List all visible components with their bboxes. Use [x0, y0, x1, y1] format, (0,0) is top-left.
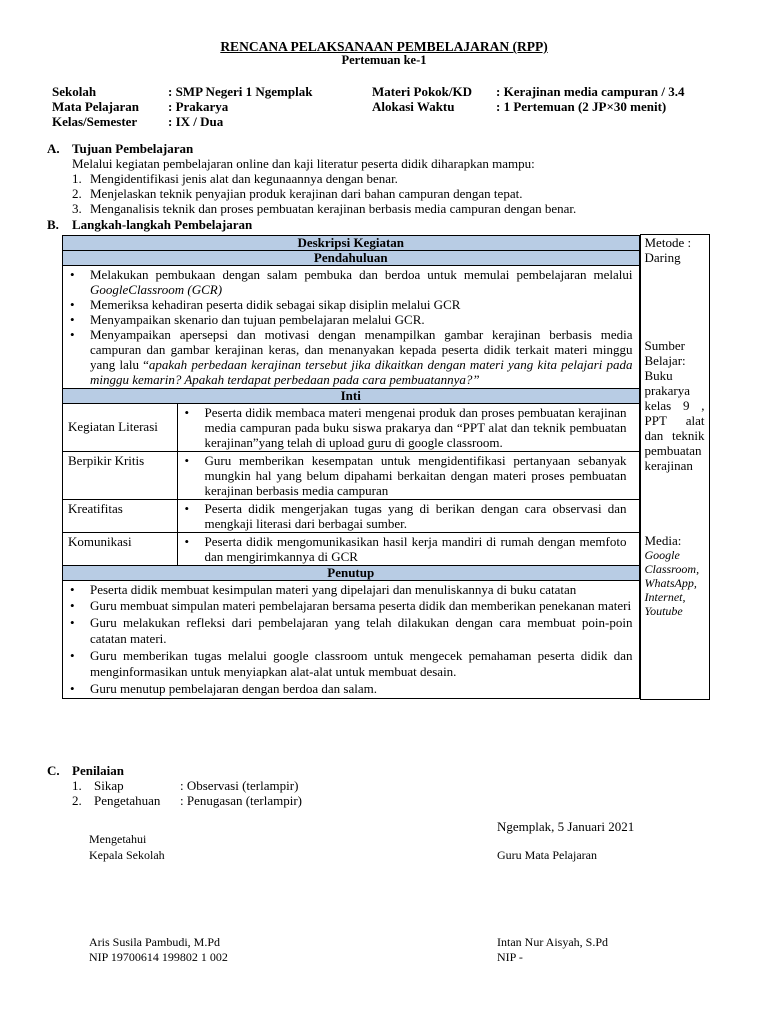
guru-nip: NIP -: [497, 950, 523, 964]
section-a-intro: Melalui kegiatan pembelajaran online dan kaji literatur peserta didik diharapkan mampu:: [72, 156, 535, 171]
kepala-name: Aris Susila Pambudi, M.Pd: [89, 935, 221, 949]
guru-label: Guru Mata Pelajaran: [497, 848, 597, 862]
inti-text: Peserta didik mengomunikasikan hasil kerja mandiri di rumah dengan memfoto dan mengirimkannya di GCR: [204, 533, 627, 564]
table-row: [63, 451, 639, 499]
list-item: • Menyampaikan apersepsi dan motivasi dengan menampilkan gambar kerajinan berbasis media campuran dan gambar kerajinan keras, dan menanyakan kepada peserta didik terkait materi minggu yang lalu “apakah perbedaan kerajinan tersebut jika dikaitkan dengan materi yang kita pelajari pada minggu kemarin? Apakah terdapat perbedaan pada cara pembuatannya?”: [70, 326, 633, 387]
alokasi-label: Alokasi Waktu: [372, 99, 455, 114]
pend-item-3-text: Menyampaikan skenario dan tujuan pembelajaran melalui GCR.: [90, 311, 425, 327]
penutup-text: Peserta didik membuat kesimpulan materi yang dipelajari dan menuliskannya di buku catatan: [90, 581, 577, 597]
inti-label: Komunikasi: [63, 532, 177, 565]
list-number: 2.: [72, 793, 82, 808]
mapel-label: Mata Pelajaran: [52, 99, 140, 114]
pendahuluan-content: [63, 265, 640, 388]
section-c-letter: C.: [47, 763, 60, 778]
kelas-value: : IX / Dua: [168, 114, 224, 129]
inti-label: Berpikir Kritis: [63, 451, 177, 499]
penilaian-item: [72, 778, 298, 793]
langkah-table: [62, 234, 710, 700]
media-items: Google Classroom, WhatsApp, Internet, Youtube: [644, 548, 700, 618]
penutup-text: Guru membuat simpulan materi pembelajaran bersama peserta didik dan memberikan penekanan materi: [90, 598, 632, 613]
alokasi-value: : 1 Pertemuan (2 JP×30 menit): [496, 99, 667, 114]
pend-item-1-italic: GoogleClassroom (GCR): [90, 281, 223, 297]
metode-text: Metode : Daring: [644, 235, 692, 265]
penilaian-label: Sikap: [94, 778, 124, 793]
inti-text: Peserta didik membaca materi mengenai produk dan proses pembuatan kerajinan media campuran pada buku siswa prakarya dan “PPT alat dan teknik pembuatan kerajinan”yang telah di upload guru di google classroom.: [204, 404, 627, 450]
media-label: Media:: [644, 533, 682, 548]
penutup-text: Guru melakukan refleksi dari pembelajaran yang telah dilakukan dengan cara membuat poin-poin catatan materi.: [90, 614, 633, 646]
penutup-text: Guru memberikan tugas melalui google classroom untuk mengecek pemahaman peserta didik dan menginformasikan untuk menyiapkan alat-alat untuk membuat desain.: [90, 647, 633, 679]
side-info-column: [640, 235, 709, 700]
list-number: 1.: [72, 778, 82, 793]
section-b-letter: B.: [47, 217, 59, 232]
pend-item-2-text: Memeriksa kehadiran peserta didik sebagai sikap disiplin melalui GCR: [90, 296, 461, 312]
inti-label: Kegiatan Literasi: [63, 404, 177, 452]
list-item: • Peserta didik mengerjakan tugas yang di berikan dengan cara observasi dan mengkaji literasi dari berbagai sumber.: [184, 500, 627, 531]
penutup-content: [63, 580, 640, 699]
place-date: Ngemplak, 5 Januari 2021: [497, 819, 635, 834]
section-b-heading: [47, 217, 252, 232]
list-item: • Peserta didik mengomunikasikan hasil kerja mandiri di rumah dengan memfoto dan mengirimkannya di GCR: [184, 533, 627, 564]
list-item: • Peserta didik membaca materi mengenai produk dan proses pembuatan kerajinan media campuran pada buku siswa prakarya dan “PPT alat dan teknik pembuatan kerajinan”yang telah di upload guru di google classroom.: [184, 404, 627, 450]
list-number: 3.: [72, 201, 82, 216]
deskripsi-column: [62, 235, 640, 700]
guru-name: Intan Nur Aisyah, S.Pd: [497, 935, 608, 949]
sekolah-value: : SMP Negeri 1 Ngemplak: [168, 84, 313, 99]
list-item: [72, 186, 576, 201]
kepala-nip: NIP 19700614 199802 1 002: [89, 950, 228, 964]
list-item: • Peserta didik membuat kesimpulan materi yang dipelajari dan menuliskannya di buku catatan: [70, 581, 577, 597]
materi-value: : Kerajinan media campuran / 3.4: [496, 84, 685, 99]
inti-header: Inti: [63, 388, 640, 403]
inti-text: Guru memberikan kesempatan untuk mengidentifikasi pertanyaan sebanyak mungkin hal yang belum dipahami berkaitan dengan materi proses pembuatan kerajinan berbasis media campuran: [204, 452, 627, 498]
section-a-title: Tujuan Pembelajaran: [72, 141, 194, 156]
list-item: • Guru memberikan tugas melalui google classroom untuk mengecek pemahaman peserta didik dan menginformasikan untuk menyiapkan alat-alat untuk membuat desain.: [70, 647, 633, 679]
mengetahui-label: Mengetahui: [89, 832, 147, 846]
penutup-text: Guru menutup pembelajaran dengan berdoa dan salam.: [90, 680, 377, 696]
penilaian-value: : Penugasan (terlampir): [180, 793, 303, 808]
pend-item-4-italic: apakah perbedaan kerajinan tersebut jika dikaitkan dengan materi yang kita pelajari pada minggu kemarin? Apakah terdapat perbedaan pada cara pembuatannya?”: [90, 356, 633, 387]
list-text: Menganalisis teknik dan proses pembuatan kerajinan berbasis media campuran dengan benar.: [90, 201, 577, 216]
penilaian-label: Pengetahuan: [94, 793, 161, 808]
list-item: • Menyampaikan skenario dan tujuan pembelajaran melalui GCR.: [70, 311, 425, 327]
inti-label: Kreatifitas: [63, 499, 177, 532]
document-title: RENCANA PELAKSANAAN PEMBELAJARAN (RPP): [220, 39, 548, 54]
list-number: 1.: [72, 171, 82, 186]
section-b-title: Langkah-langkah Pembelajaran: [72, 217, 253, 232]
kepala-sekolah-label: Kepala Sekolah: [89, 848, 165, 862]
list-item: • Guru menutup pembelajaran dengan berdoa dan salam.: [70, 680, 377, 696]
table-row: [63, 532, 639, 565]
list-item: • Memeriksa kehadiran peserta didik sebagai sikap disiplin melalui GCR: [70, 296, 461, 312]
materi-label: Materi Pokok/KD: [372, 84, 473, 99]
section-c-heading: [47, 763, 124, 778]
penutup-header: Penutup: [63, 565, 640, 580]
pend-item-4-text: Menyampaikan apersepsi dan motivasi dengan menampilkan gambar kerajinan berbasis media campuran dan gambar kerajinan keras, dan menanyakan kepada peserta didik terkait materi minggu yang lalu “: [90, 326, 633, 372]
inti-content: [63, 403, 640, 565]
document-subtitle: Pertemuan ke-1: [341, 53, 427, 67]
mapel-value: : Prakarya: [168, 99, 229, 114]
list-text: Mengidentifikasi jenis alat dan kegunaannya dengan benar.: [90, 171, 398, 186]
list-item: [72, 171, 576, 186]
list-item: [72, 201, 576, 216]
sumber-text: Sumber Belajar: Buku prakarya kelas 9 , PPT alat dan teknik pembuatan kerajinan: [644, 338, 705, 473]
inti-text: Peserta didik mengerjakan tugas yang di berikan dengan cara observasi dan mengkaji literasi dari berbagai sumber.: [204, 500, 627, 531]
list-number: 2.: [72, 186, 82, 201]
penilaian-item: [72, 793, 302, 808]
list-text: Menjelaskan teknik penyajian produk kerajinan dari bahan campuran dengan tepat.: [90, 186, 523, 201]
section-a-letter: A.: [47, 141, 60, 156]
pendahuluan-header: Pendahuluan: [63, 250, 640, 265]
table-row: [63, 404, 639, 452]
list-item: • Guru memberikan kesempatan untuk mengidentifikasi pertanyaan sebanyak mungkin hal yang belum dipahami berkaitan dengan materi proses pembuatan kerajinan berbasis media campuran: [184, 452, 627, 498]
table-row: [63, 499, 639, 532]
pend-item-1-text: Melakukan pembukaan dengan salam pembuka dan berdoa untuk memulai pembelajaran melalui: [90, 266, 633, 282]
deskripsi-header: Deskripsi Kegiatan: [63, 235, 640, 250]
penilaian-value: : Observasi (terlampir): [180, 778, 299, 793]
kelas-label: Kelas/Semester: [52, 114, 138, 129]
list-item: • Guru melakukan refleksi dari pembelajaran yang telah dilakukan dengan cara membuat poin-poin catatan materi.: [70, 614, 633, 646]
list-item: • Melakukan pembukaan dengan salam pembuka dan berdoa untuk memulai pembelajaran melalui GoogleClassroom (GCR): [70, 266, 633, 297]
sekolah-label: Sekolah: [52, 84, 97, 99]
section-a-heading: [47, 141, 193, 156]
list-item: • Guru membuat simpulan materi pembelajaran bersama peserta didik dan memberikan penekanan materi: [70, 598, 632, 613]
tujuan-list: [72, 171, 576, 216]
section-c-title: Penilaian: [72, 763, 125, 778]
